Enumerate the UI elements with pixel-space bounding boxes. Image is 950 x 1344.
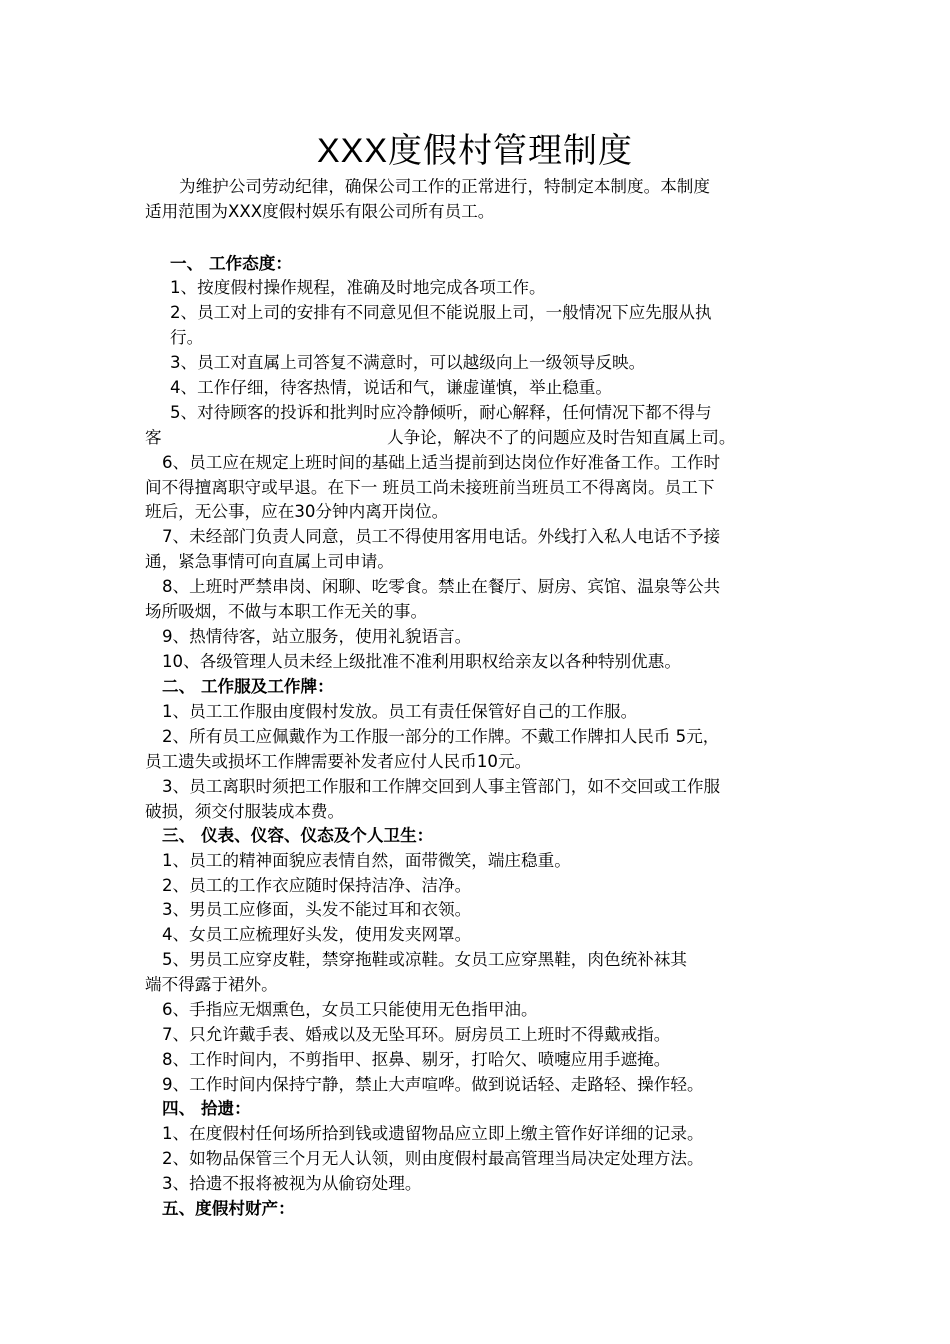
list-item-continuation: 端不得露于裙外。 — [145, 975, 278, 994]
intro-line: 为维护公司劳动纪律，确保公司工作的正常进行，特制定本制度。本制度 — [179, 177, 710, 196]
list-item: 3、拾遗不报将被视为从偷窃处理。 — [162, 1174, 422, 1193]
list-item: 9、热情待客，站立服务，使用礼貌语言。 — [162, 627, 472, 646]
section-heading: 四、 拾遗： — [162, 1099, 251, 1118]
list-item: 4、女员工应梳理好头发，使用发夹网罩。 — [162, 925, 472, 944]
list-item: 3、员工对直属上司答复不满意时，可以越级向上一级领导反映。 — [170, 353, 646, 372]
section-heading: 二、 工作服及工作牌： — [162, 677, 334, 696]
list-item: 5、男员工应穿皮鞋，禁穿拖鞋或凉鞋。女员工应穿黑鞋，肉色统补袜其 — [162, 950, 687, 969]
list-item-continuation: 通，紧急事情可向直属上司申请。 — [145, 552, 394, 571]
list-item-continuation: 破损，须交付服装成本费。 — [145, 802, 345, 821]
list-item-continuation: 人争论，解决不了的问题应及时告知直属上司。 — [387, 428, 736, 447]
list-item: 1、在度假村任何场所拾到钱或遗留物品应立即上缴主管作好详细的记录。 — [162, 1124, 704, 1143]
document-title: XXX度假村管理制度 — [316, 132, 634, 170]
intro-line: 适用范围为XXX度假村娱乐有限公司所有员工。 — [145, 202, 495, 221]
list-item: 9、工作时间内保持宁静，禁止大声喧哗。做到说话轻、走路轻、操作轻。 — [162, 1075, 704, 1094]
list-item: 3、员工离职时须把工作服和工作牌交回到人事主管部门，如不交回或工作服 — [162, 777, 721, 796]
list-item-continuation: 班后，无公事，应在30分钟内离开岗位。 — [145, 502, 449, 521]
list-item: 2、所有员工应佩戴作为工作服一部分的工作牌。不戴工作牌扣人民币 5元， — [162, 727, 720, 746]
list-item: 1、员工的精神面貌应表情自然，面带微笑，端庄稳重。 — [162, 851, 571, 870]
list-item: 3、男员工应修面，头发不能过耳和衣领。 — [162, 900, 472, 919]
list-item: 8、上班时严禁串岗、闲聊、吃零食。禁止在餐厅、厨房、宾馆、温泉等公共 — [162, 577, 721, 596]
list-item: 10、各级管理人员未经上级批准不准利用职权给亲友以各种特别优惠。 — [162, 652, 681, 671]
list-item: 7、只允许戴手表、婚戒以及无坠耳环。厨房员工上班时不得戴戒指。 — [162, 1025, 671, 1044]
list-item-continuation: 场所吸烟，不做与本职工作无关的事。 — [145, 602, 428, 621]
list-item: 2、如物品保管三个月无人认领，则由度假村最高管理当局决定处理方法。 — [162, 1149, 704, 1168]
list-item: 4、工作仔细，待客热情，说话和气，谦虚谨慎，举止稳重。 — [170, 378, 612, 397]
list-item-continuation: 员工遗失或损坏工作牌需要补发者应付人民币10元。 — [145, 752, 532, 771]
list-item: 2、员工对上司的安排有不同意见但不能说服上司，一般情况下应先服从执 — [170, 303, 712, 322]
list-item: 1、员工工作服由度假村发放。员工有责任保管好自己的工作服。 — [162, 702, 638, 721]
section-heading: 三、 仪表、仪容、仪态及个人卫生： — [162, 826, 434, 845]
list-item: 6、手指应无烟熏色，女员工只能使用无色指甲油。 — [162, 1000, 538, 1019]
list-item: 2、员工的工作衣应随时保持洁净、洁净。 — [162, 876, 472, 895]
list-item-continuation: 间不得擅离职守或早退。在下一 班员工尚未接班前当班员工不得离岗。员工下 — [145, 478, 715, 497]
section-heading: 一、 工作态度： — [170, 254, 292, 273]
list-item-continuation: 行。 — [170, 328, 204, 347]
list-item-continuation: 客 — [145, 428, 162, 447]
list-item: 8、工作时间内，不剪指甲、抠鼻、剔牙，打哈欠、喷嚏应用手遮掩。 — [162, 1050, 671, 1069]
list-item: 7、未经部门负责人同意，员工不得使用客用电话。外线打入私人电话不予接 — [162, 527, 721, 546]
section-heading: 五、度假村财产： — [162, 1199, 295, 1218]
list-item: 5、对待顾客的投诉和批判时应冷静倾听，耐心解释，任何情况下都不得与 — [170, 403, 712, 422]
list-item: 1、按度假村操作规程，准确及时地完成各项工作。 — [170, 278, 546, 297]
list-item: 6、员工应在规定上班时间的基础上适当提前到达岗位作好准备工作。工作时 — [162, 453, 721, 472]
